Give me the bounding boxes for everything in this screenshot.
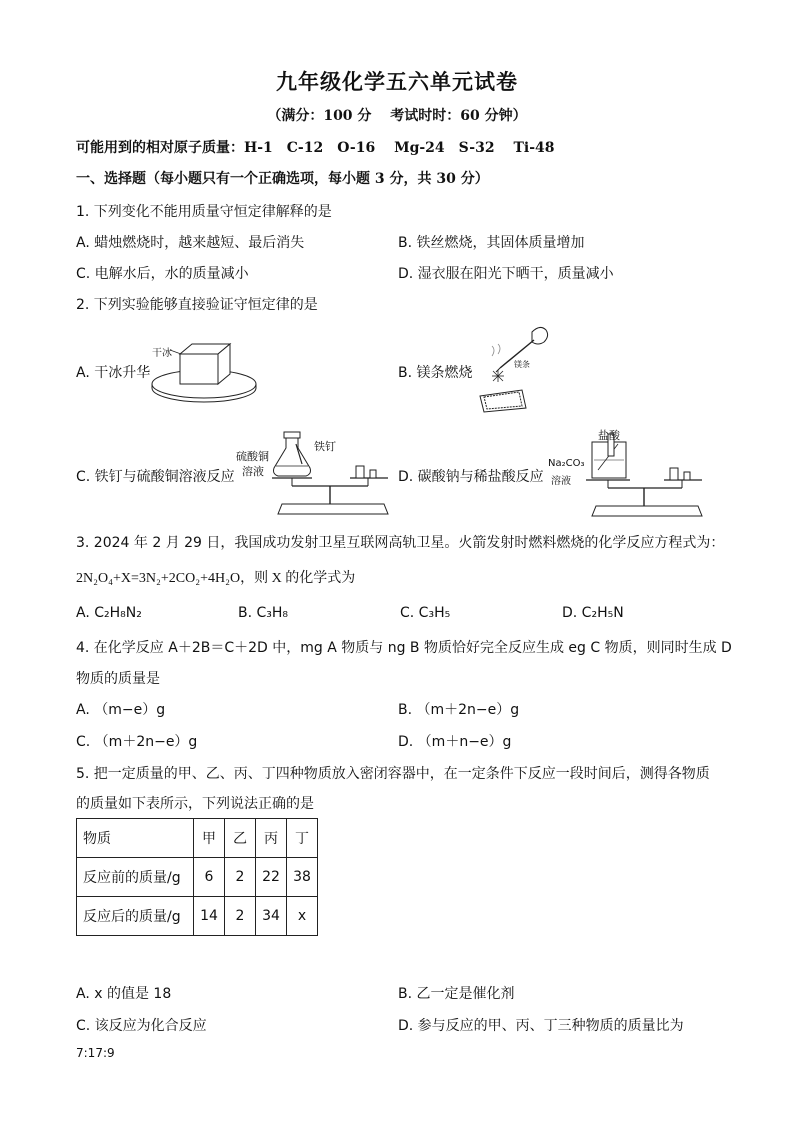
- page-title: 九年级化学五六单元试卷: [276, 69, 518, 94]
- iron-nail-label: 铁钉: [314, 440, 336, 453]
- dry-ice-label: 干冰: [152, 348, 172, 359]
- table-row: [77, 858, 318, 897]
- q2-option-c: C. 铁钉与硫酸铜溶液反应: [76, 469, 235, 485]
- copper-sulfate-label-1: 硫酸铜: [236, 450, 269, 463]
- table-cell: 甲: [194, 819, 225, 858]
- table-cell: 22: [256, 858, 287, 897]
- q5-option-d: D. 参与反应的甲、丙、丁三种物质的质量比为: [398, 1018, 684, 1034]
- q1-option-c: C. 电解水后，水的质量减小: [76, 266, 249, 282]
- q3-stem: 3. 2024 年 2 月 29 日，我国成功发射卫星互联网高轨卫星。火箭发射时燃料燃烧的化学反应方程式为：: [76, 535, 725, 551]
- q5-option-b: B. 乙一定是催化剂: [398, 986, 515, 1002]
- beaker-balance-figure: [586, 430, 710, 518]
- sodium-carbonate-label: Na₂CO₃: [548, 458, 585, 469]
- q5-option-a: A. x 的值是 18: [76, 986, 172, 1002]
- table-cell: 34: [256, 897, 287, 936]
- table-cell: 2: [225, 858, 256, 897]
- table-cell: 38: [287, 858, 318, 897]
- table-cell: 乙: [225, 819, 256, 858]
- table-cell: 丁: [287, 819, 318, 858]
- atomic-masses: 可能用到的相对原子质量：H-1 C-12 O-16 Mg-24 S-32 Ti-48: [76, 140, 555, 156]
- table-cell: 6: [194, 858, 225, 897]
- magnesium-label: 镁条: [514, 360, 530, 369]
- q1-option-a: A. 蜡烛燃烧时，越来越短、最后消失: [76, 235, 305, 251]
- q5-option-c: C. 该反应为化合反应: [76, 1018, 207, 1034]
- q5-stem-line2: 的质量如下表所示，下列说法正确的是: [76, 796, 314, 812]
- copper-sulfate-label-2: 溶液: [242, 465, 264, 478]
- table-cell: 2: [225, 897, 256, 936]
- table-cell: 14: [194, 897, 225, 936]
- q1-option-b: B. 铁丝燃烧，其固体质量增加: [398, 235, 585, 251]
- q1-option-d: D. 湿衣服在阳光下晒干，质量减小: [398, 266, 614, 282]
- q3-option-c: C. C₃H₅: [400, 605, 451, 621]
- table-row: [77, 897, 318, 936]
- q4-stem-line1: 4. 在化学反应 A＋2B＝C＋2D 中，mg A 物质与 ng B 物质恰好完全反应生成 eg C 物质，则同时生成 D: [76, 640, 732, 656]
- q1-stem: 1. 下列变化不能用质量守恒定律解释的是: [76, 204, 332, 220]
- q2-option-b: B. 镁条燃烧: [398, 365, 473, 381]
- solution-label: 溶液: [551, 476, 571, 487]
- q3-option-a: A. C₂H₈N₂: [76, 605, 142, 621]
- q5-stem-line1: 5. 把一定质量的甲、乙、丙、丁四种物质放入密闭容器中，在一定条件下反应一段时间后，测得各物质: [76, 766, 710, 782]
- q2-stem: 2. 下列实验能够直接验证守恒定律的是: [76, 297, 318, 313]
- q3-option-b: B. C₃H₈: [238, 605, 289, 621]
- q2-option-d: D. 碳酸钠与稀盐酸反应: [398, 469, 544, 485]
- q4-option-b: B. （m＋2n−e）g: [398, 702, 520, 718]
- q4-option-c: C. （m＋2n−e）g: [76, 734, 198, 750]
- table-cell: 反应后的质量/g: [77, 897, 194, 936]
- q5-option-d-continued: 7:17:9: [76, 1046, 115, 1060]
- table-cell: 丙: [256, 819, 287, 858]
- q2-option-a: A. 干冰升华: [76, 365, 151, 381]
- q4-option-d: D. （m＋n−e）g: [398, 734, 512, 750]
- exam-subtitle: （满分：100 分 考试时时：60 分钟）: [267, 108, 527, 124]
- table-header-row: [77, 819, 318, 858]
- q3-equation: 2N₂O₄+X=3N₂+2CO₂+4H₂O，则 X 的化学式为: [76, 571, 356, 586]
- hydrochloric-acid-label: 盐酸: [598, 429, 620, 442]
- q3-option-d: D. C₂H₅N: [562, 605, 624, 621]
- mass-table: [76, 818, 318, 936]
- q4-stem-line2: 物质的质量是: [76, 671, 160, 687]
- section-heading: 一、选择题（每小题只有一个正确选项，每小题 3 分，共 30 分）: [76, 171, 489, 187]
- table-cell: 物质: [77, 819, 194, 858]
- q4-option-a: A. （m−e）g: [76, 702, 166, 718]
- table-cell: x: [287, 897, 318, 936]
- table-cell: 反应前的质量/g: [77, 858, 194, 897]
